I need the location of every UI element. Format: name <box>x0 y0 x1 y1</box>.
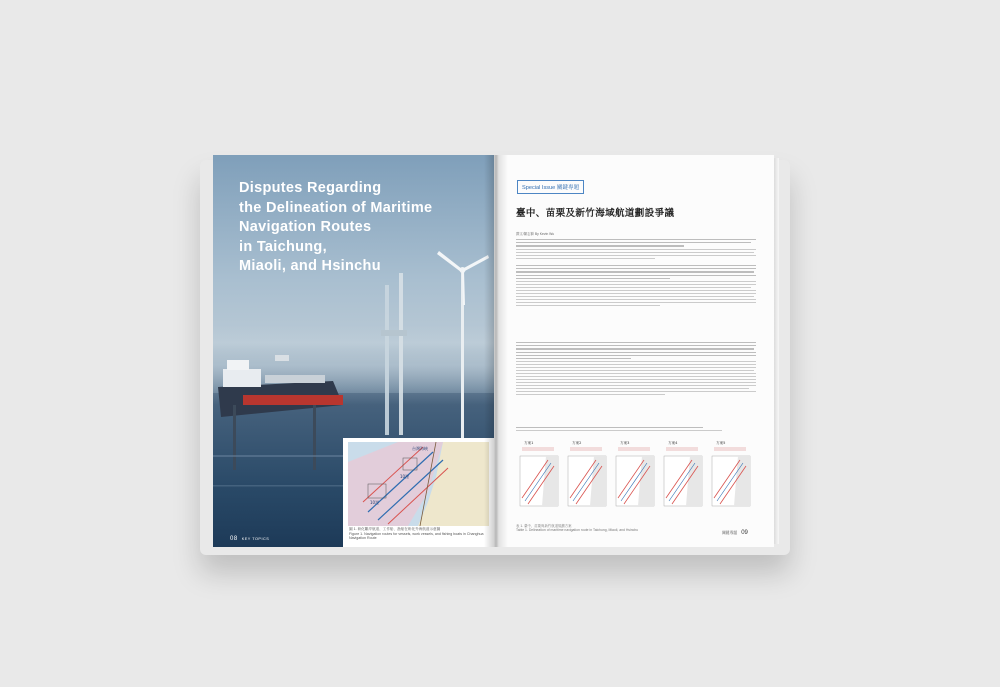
table-caption-zh: 表 1. 臺中、苗栗與新竹航道規劃方案 <box>516 524 572 528</box>
table-caption-en: Table 1. Delineation of maritime navigation route in Taichung, Miaoli, and Hsinchu <box>516 528 639 533</box>
route-option-5 <box>710 438 753 518</box>
navigation-map <box>348 442 489 526</box>
table-caption <box>516 524 716 533</box>
left-page-number <box>230 536 269 542</box>
figure-caption-zh: 圖 1. 彰化離岸航道、工作船、漁船在彰化外海航道示意圖 <box>349 527 441 531</box>
page-edge <box>774 158 779 544</box>
right-page <box>494 155 774 547</box>
title-line: Navigation Routes <box>239 219 372 235</box>
route-option-2 <box>566 438 609 518</box>
title-line: in Taichung, <box>239 238 327 255</box>
body-paragraph-4 <box>516 427 756 433</box>
left-page <box>213 155 494 547</box>
option-label: 方案5 <box>716 441 726 445</box>
body-paragraph-3 <box>516 342 756 397</box>
option-label: 方案3 <box>620 441 630 445</box>
page-number: 09 <box>741 530 748 536</box>
map-label: 台灣海峽 <box>412 446 428 451</box>
article-title <box>239 179 479 277</box>
title-line: Disputes Regarding <box>239 180 382 196</box>
map-label: 10浬 <box>370 500 380 505</box>
option-label: 方案4 <box>668 441 678 445</box>
book-gutter <box>484 155 508 547</box>
route-options-table <box>516 438 756 520</box>
special-issue-badge: Special Issue 關鍵專題 <box>517 180 584 194</box>
navigation-map-figure <box>343 438 494 547</box>
right-page-number <box>722 530 748 536</box>
byline: 撰文/陳志賢 By Kevin Wu <box>516 232 555 236</box>
map-label: 10浬 <box>400 474 410 479</box>
article-heading: 臺中、苗栗及新竹海域航道劃設爭議 <box>516 208 675 219</box>
body-paragraph-2 <box>516 265 756 308</box>
route-option-4 <box>662 438 705 518</box>
figure-caption <box>349 527 489 541</box>
title-line: the Delineation of Maritime <box>239 199 433 216</box>
body-paragraph-1 <box>516 239 756 261</box>
figure-caption-en: Figure 1. Navigation routes for vessels, work vessels, and fishing boats in Changhua Navigation Route <box>349 531 484 541</box>
route-option-3 <box>614 438 657 518</box>
section-label: KEY TOPICS <box>241 537 270 541</box>
title-line: Miaoli, and Hsinchu <box>239 258 381 274</box>
option-label: 方案2 <box>572 441 582 445</box>
page-number: 08 <box>230 536 238 542</box>
option-label: 方案1 <box>524 441 534 445</box>
section-label: 關鍵專題 <box>722 531 738 535</box>
route-option-1 <box>518 438 561 518</box>
